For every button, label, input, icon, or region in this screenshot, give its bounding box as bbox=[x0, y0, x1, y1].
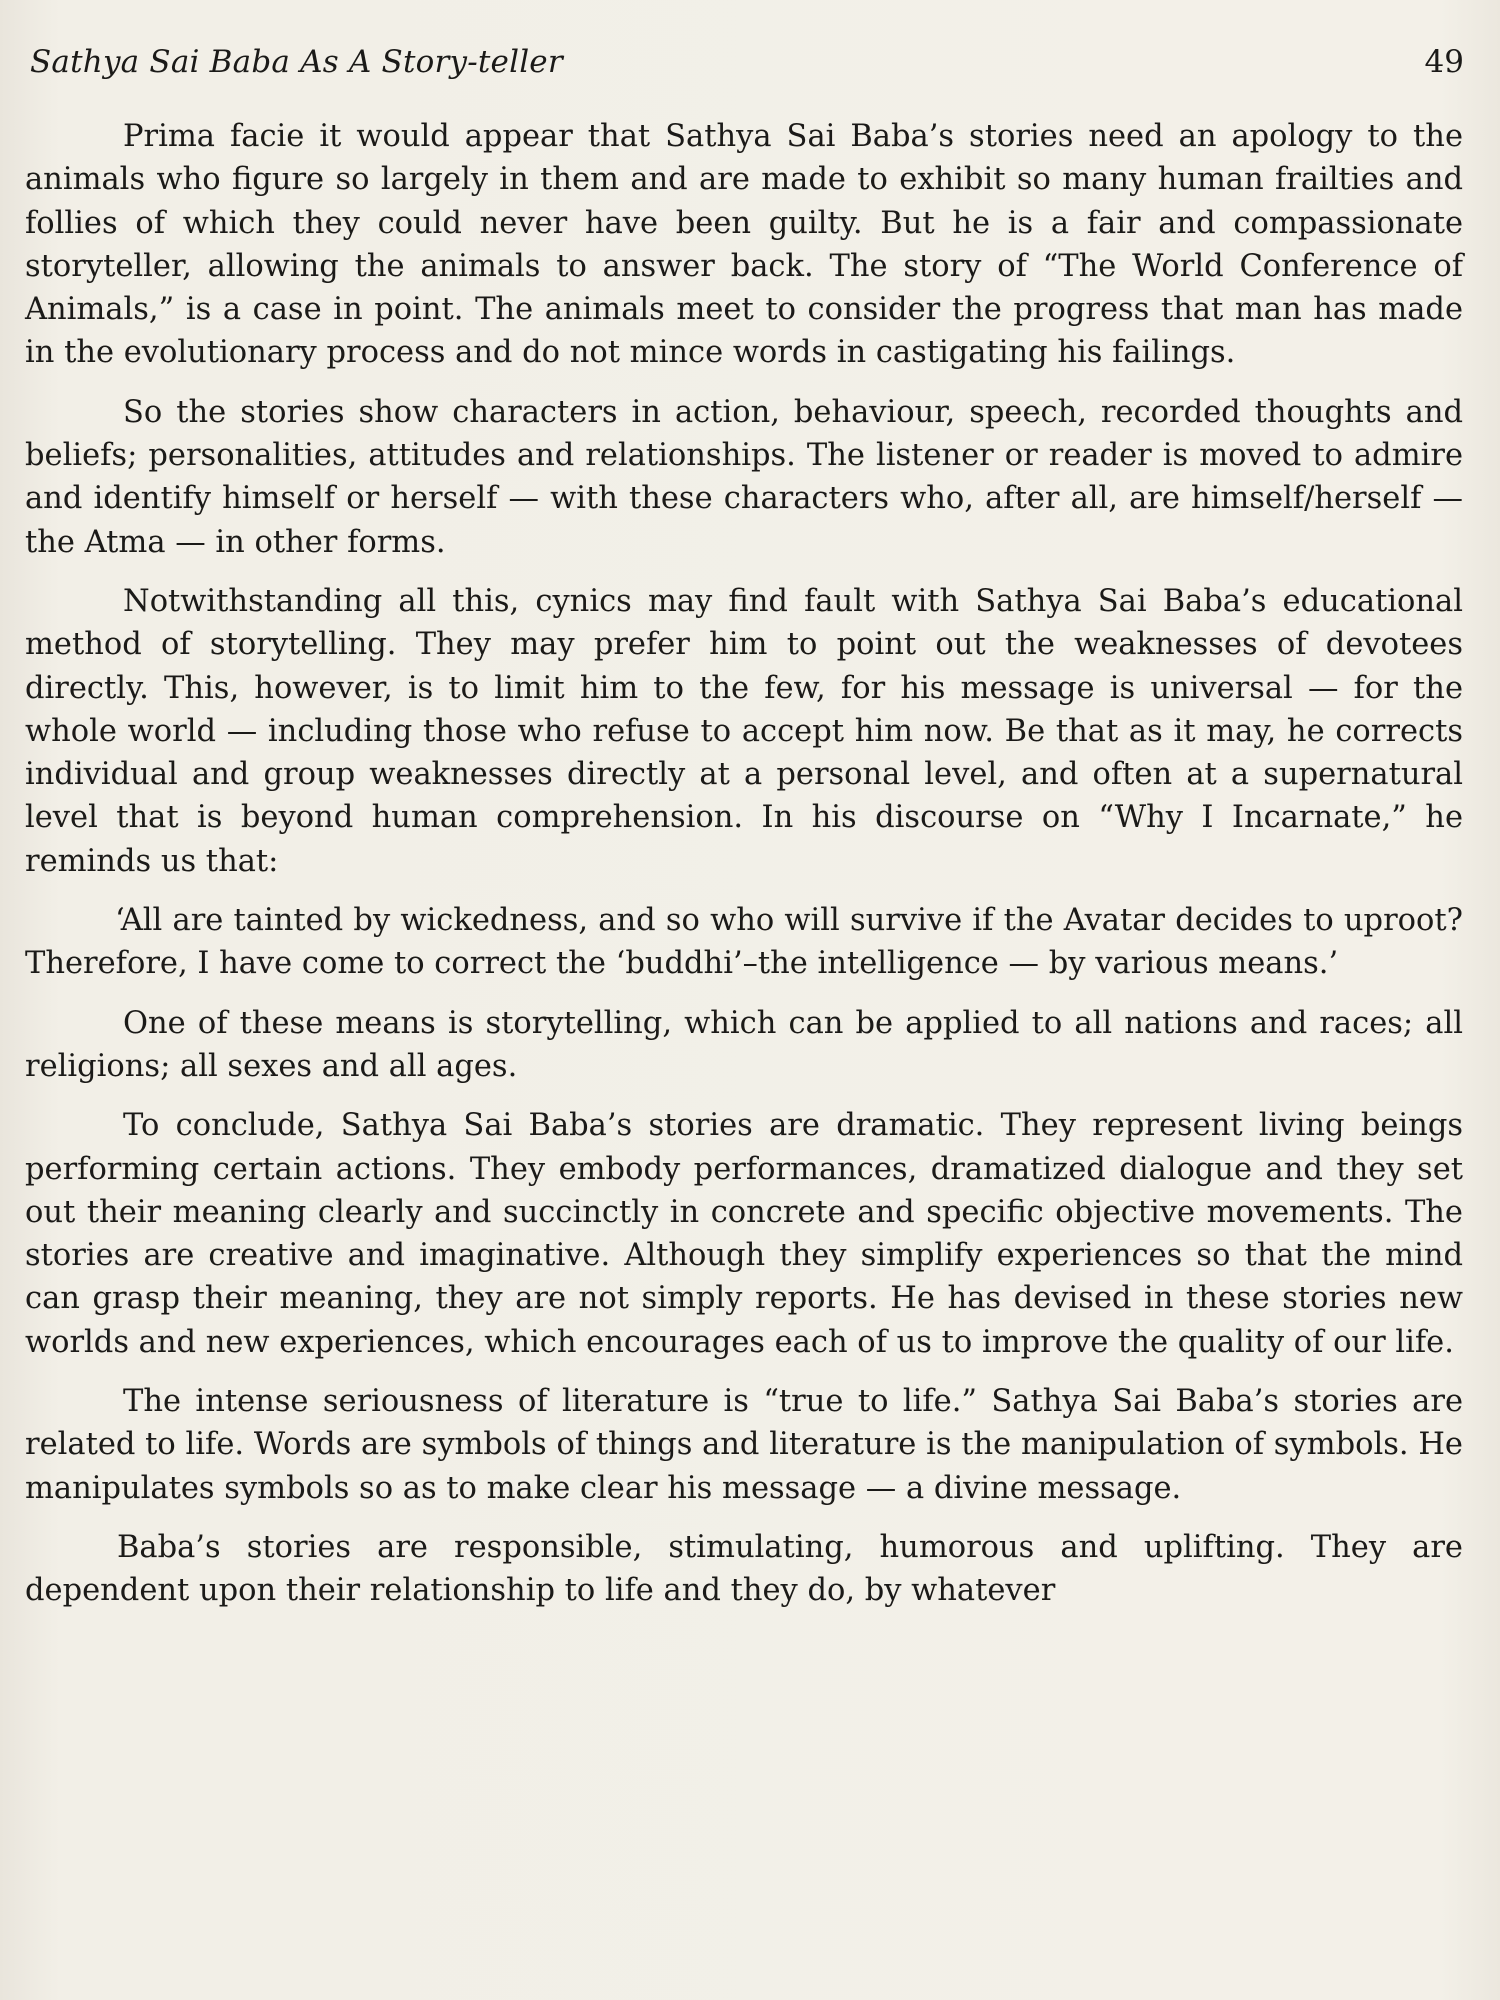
page-number: 49 bbox=[1424, 44, 1464, 80]
paragraph: The intense seriousness of literature is “true to life.” Sathya Sai Baba’s stories are related to life. Words are symbols of things and literature is the manipulation of symbols. He manipulates symbols so as to make clear his message — a divine message. bbox=[25, 1384, 1463, 1506]
paragraph: To conclude, Sathya Sai Baba’s stories are dramatic. They represent living beings performing certain actions. They embody performances, dramatized dialogue and they set out their meaning clearly and succinctly in concrete and specific objective movements. The stories are creative and imaginative. Although they simplify experiences so that the mind can grasp their meaning, they are not simply reports. He has devised in these stories new worlds and new experiences, which encourages each of us to improve the quality of our life. bbox=[25, 1108, 1463, 1360]
paragraph: So the stories show characters in action, behaviour, speech, recorded thoughts and beliefs; personalities, attitudes and relationships. The listener or reader is moved to admire and identify himself or herself — with these characters who, after all, are himself/herself — the Atma — in other forms. bbox=[25, 394, 1463, 560]
paragraph: Baba’s stories are responsible, stimulating, humorous and uplifting. They are dependent upon their relationship to life and they do, by whatever bbox=[25, 1529, 1463, 1609]
paragraph: Notwithstanding all this, cynics may find fault with Sathya Sai Baba’s educational method of storytelling. They may prefer him to point out the weaknesses of devotees directly. This, however, is to limit him to the few, for his message is universal — for the whole world — including those who refuse to accept him now. Be that as it may, he corrects individual and group weaknesses directly at a personal level, and often at a supernatural level that is beyond human comprehension. In his discourse on “Why I Incarnate,” he reminds us that: bbox=[25, 583, 1463, 879]
page-header bbox=[30, 44, 1464, 94]
quotation-paragraph: ‘All are tainted by wickedness, and so who will survive if the Avatar decides to uproot? Therefore, I have come to correct the ‘buddhi’–the intelligence — by various means.’ bbox=[25, 903, 1463, 982]
paragraph: One of these means is storytelling, which can be applied to all nations and races; all religions; all sexes and all ages. bbox=[25, 1005, 1463, 1084]
paragraph: Prima facie it would appear that Sathya Sai Baba’s stories need an apology to the animals who figure so largely in them and are made to exhibit so many human frailties and follies of which they could never have been guilty. But he is a fair and compassionate storyteller, allowing the animals to answer back. The story of “The World Conference of Animals,” is a case in point. The animals meet to consider the progress that man has made in the evolutionary process and do not mince words in castigating his failings. bbox=[25, 119, 1463, 371]
running-title: Sathya Sai Baba As A Story-teller bbox=[30, 44, 563, 80]
body-text bbox=[25, 115, 1463, 1613]
